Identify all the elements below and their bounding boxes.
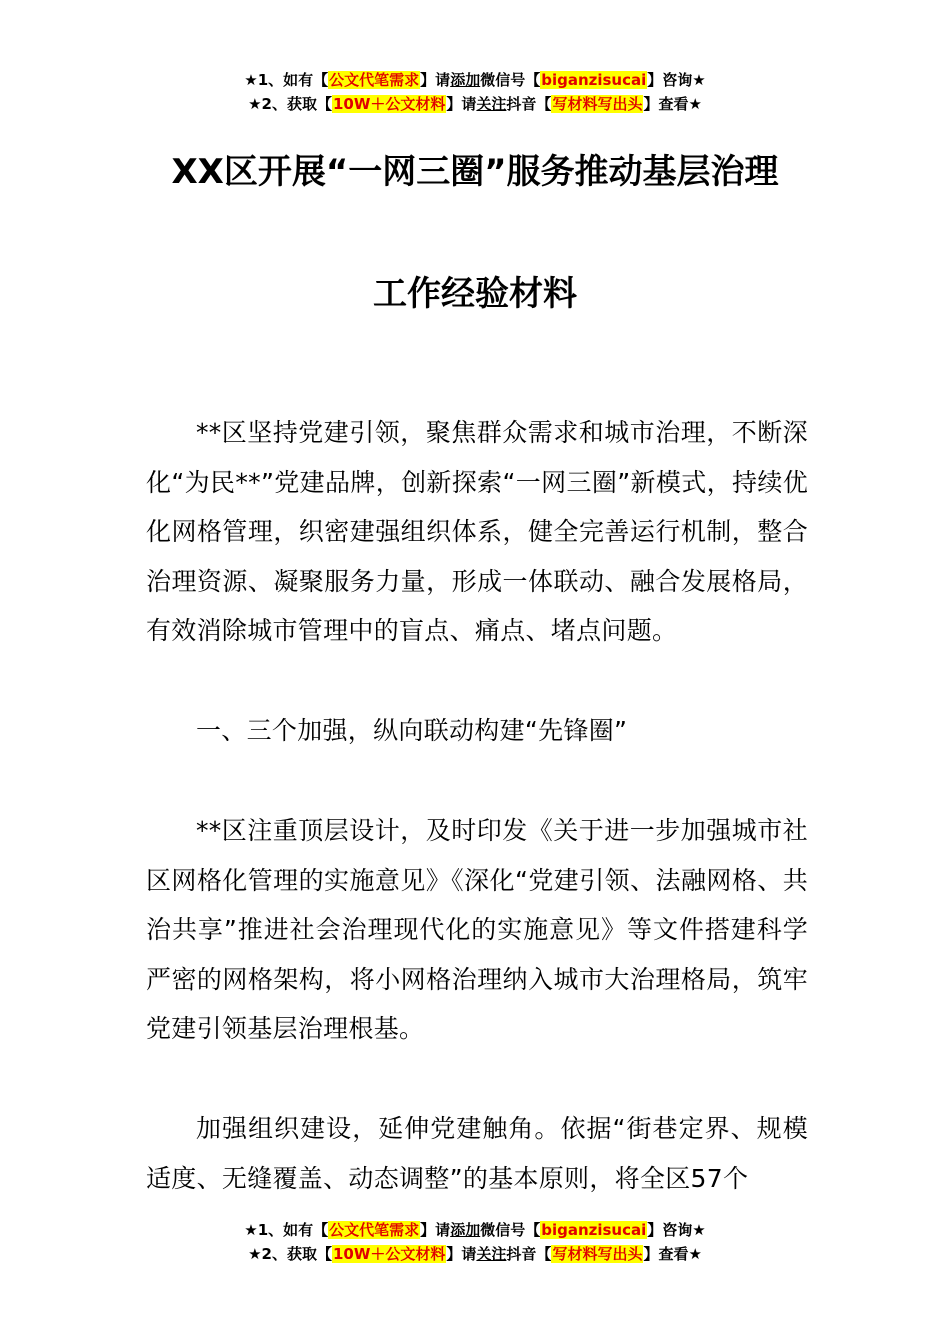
underlined-text: 关注 [476, 95, 507, 113]
paragraph-intro: **区坚持党建引领，聚焦群众需求和城市治理，不断深化“为民**”党建品牌，创新探索“一网三圈”新模式，持续优化网格管理，织密建强组织体系，健全完善运行机制，整合治理资源、凝聚服务力量，形成一体联动、融合发展格局，有效消除城市管理中的盲点、痛点、堵点问题。 [146, 418, 808, 645]
banner-text: 微信号【 [480, 71, 541, 89]
highlight-douyin-id: 写材料写出头 [552, 1245, 643, 1263]
banner-text: 微信号【 [480, 1221, 541, 1239]
banner-text: 】请 [446, 95, 477, 113]
highlight-service: 公文代笔需求 [329, 71, 420, 89]
banner-line-1 [0, 68, 950, 92]
banner-text: 抖音【 [506, 1245, 552, 1263]
underlined-text: 添加 [450, 1221, 481, 1239]
highlight-wechat-id: biganzisucai [541, 1221, 647, 1239]
header-banner [0, 68, 950, 116]
paragraph-organization: 加强组织建设，延伸党建触角。依据“街巷定界、规模适度、无缝覆盖、动态调整”的基本原则，将全区57个 [146, 1114, 808, 1193]
footer-banner [0, 1218, 950, 1266]
highlight-service: 公文代笔需求 [329, 1221, 420, 1239]
banner-text: 抖音【 [506, 95, 552, 113]
document-title-line-1: XX区开展“一网三圈”服务推动基层治理 [171, 152, 779, 192]
paragraph-section-1: **区注重顶层设计，及时印发《关于进一步加强城市社区网格化管理的实施意见》《深化“党建引领、法融网格、共治共享”推进社会治理现代化的实施意见》等文件搭建科学严密的网格架构，将小网格治理纳入城市大治理格局，筑牢党建引领基层治理根基。 [146, 816, 808, 1043]
banner-text: 】咨询★ [647, 1221, 706, 1239]
underlined-text: 关注 [476, 1245, 507, 1263]
banner-line-1 [0, 1218, 950, 1242]
banner-line-2 [0, 1242, 950, 1266]
banner-text: 】请 [446, 1245, 477, 1263]
highlight-douyin-id: 写材料写出头 [552, 95, 643, 113]
banner-text: 】请 [420, 1221, 451, 1239]
highlight-materials: 10W＋公文材料 [332, 1245, 446, 1263]
banner-text: 】咨询★ [647, 71, 706, 89]
highlight-materials: 10W＋公文材料 [332, 95, 446, 113]
underlined-text: 添加 [450, 71, 481, 89]
banner-text: 】查看★ [643, 95, 702, 113]
document-title-line-2: 工作经验材料 [373, 274, 577, 314]
banner-text: 】请 [420, 71, 451, 89]
banner-text: 】查看★ [643, 1245, 702, 1263]
banner-text: ★1、如有【 [244, 71, 329, 89]
banner-text: ★2、获取【 [248, 95, 332, 113]
banner-line-2 [0, 92, 950, 116]
section-heading-1: 一、三个加强，纵向联动构建“先锋圈” [196, 716, 628, 745]
highlight-wechat-id: biganzisucai [541, 71, 647, 89]
banner-text: ★1、如有【 [244, 1221, 329, 1239]
banner-text: ★2、获取【 [248, 1245, 332, 1263]
